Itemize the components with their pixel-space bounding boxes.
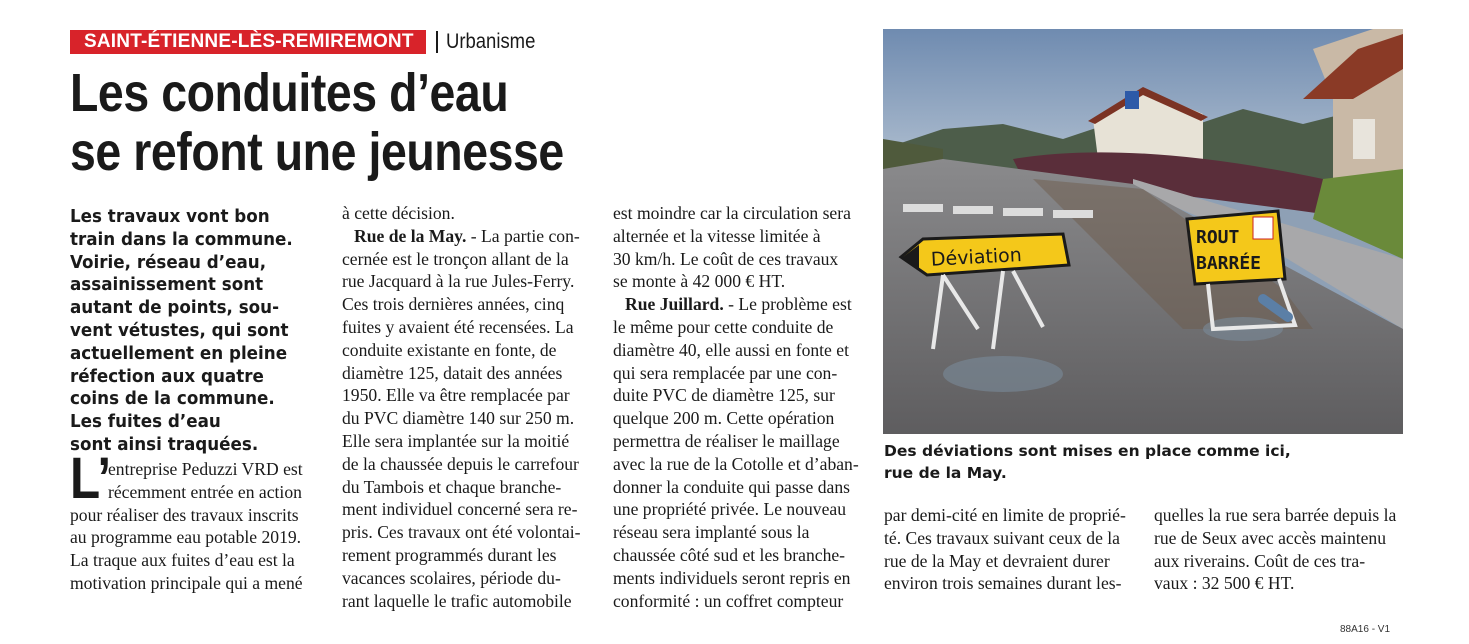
text-line: rue Jacquard à la rue Jules-Ferry.	[342, 271, 575, 292]
column-1-body	[70, 446, 325, 595]
column-3-body	[613, 202, 865, 612]
headline	[70, 64, 758, 182]
kicker-separator	[436, 31, 438, 53]
drop-cap: L’	[70, 446, 112, 511]
text-line: le même pour cette conduite de	[613, 316, 834, 337]
text-line: rue de la May et devraient durer	[884, 550, 1110, 571]
subhead-line	[613, 293, 865, 316]
text-line: entreprise Peduzzi VRD est	[108, 459, 303, 479]
text-line: rue de Seux avec accès maintenu	[1154, 527, 1387, 548]
column-5-body	[1154, 504, 1406, 595]
location-tag: SAINT-ÉTIENNE-LÈS-REMIREMONT	[70, 30, 426, 54]
text-line: vacances scolaires, période du-	[342, 567, 561, 588]
text-line: rement programmés durant les	[342, 544, 557, 565]
text-line: quelque 200 m. Cette opération	[613, 408, 835, 429]
lead-line: sont ainsi traquées.	[70, 433, 259, 455]
text-line: environ trois semaines durant les-	[884, 573, 1122, 594]
puddle	[943, 356, 1063, 392]
text-line: fuites y avaient été recensées. La	[342, 316, 574, 337]
headline-line-1: Les conduites d’eau	[70, 63, 509, 123]
lead-line: assainissement sont	[70, 274, 264, 296]
text-line: aux riverains. Coût de ces tra-	[1154, 550, 1366, 571]
text-line: par demi-cité en limite de proprié-	[884, 505, 1126, 525]
text-line: La traque aux fuites d’eau est la	[70, 550, 295, 571]
road-works-photo	[883, 29, 1403, 434]
text-line: qui sera remplacée par une con-	[613, 362, 838, 383]
text-line: récemment entrée en action	[108, 481, 302, 502]
text-line: de la chaussée depuis le carrefour	[342, 453, 579, 474]
text-line: chaussée côté sud et les branche-	[613, 544, 846, 565]
lead-line: Les travaux vont bon	[70, 206, 270, 227]
text-line: motivation principale qui a mené	[70, 572, 303, 593]
text-line: 30 km/h. Le coût de ces travaux	[613, 248, 839, 269]
lead-line: actuellement en pleine	[70, 342, 288, 364]
lead-line: réfection aux quatre	[70, 365, 264, 387]
lead-paragraph	[70, 206, 330, 457]
subhead-rue-de-la-may: Rue de la May.	[354, 225, 467, 246]
text-line: duite PVC de diamètre 125, sur	[613, 385, 835, 406]
subhead-line	[342, 225, 594, 248]
caption-line-1: Des déviations sont mises en place comme ici,	[884, 442, 1291, 460]
subhead-rest: - Le problème est	[723, 294, 852, 315]
text-line: au programme eau potable 2019.	[70, 527, 302, 548]
article-photo	[883, 29, 1403, 434]
text-line: conformité : un coffret compteur	[613, 590, 844, 611]
text-line: cernée est le tronçon allant de la	[342, 248, 569, 269]
road-sign	[1125, 91, 1139, 109]
lead-line: coins de la commune.	[70, 388, 275, 410]
text-line: avec la rue de la Cotolle et d’aban-	[613, 453, 859, 474]
svg-text:Déviation: Déviation	[930, 243, 1023, 271]
text-line: pris. Ces travaux ont été volontai-	[342, 522, 581, 543]
text-line: réseau sera implanté sous la	[613, 522, 810, 543]
text-line: ment individuel concerné sera re-	[342, 499, 578, 520]
headline-line-2: se refont une jeunesse	[70, 122, 564, 182]
lead-line: train dans la commune.	[70, 228, 293, 250]
text-line: té. Ces travaux suivant ceux de la	[884, 527, 1120, 548]
photo-caption	[884, 440, 1404, 484]
text-line: rant laquelle le trafic automobile	[342, 590, 572, 611]
page-reference: 88A16 - V1	[1340, 624, 1391, 635]
column-2-body	[342, 202, 594, 612]
text-line: Elle sera implantée sur la moitié	[342, 430, 570, 451]
lead-line: autant de points, sou-	[70, 297, 280, 319]
text-line: alternée et la vitesse limitée à	[613, 225, 821, 246]
text-line: diamètre 40, elle aussi en fonte et	[613, 339, 849, 360]
text-line: vaux : 32 500 € HT.	[1154, 573, 1295, 594]
lead-line: Les fuites d’eau	[70, 411, 221, 433]
text-line: du PVC diamètre 140 sur 250 m.	[342, 408, 575, 429]
lead-line: Voirie, réseau d’eau,	[70, 251, 267, 273]
text-line: conduite existante en fonte, de	[342, 339, 557, 360]
text-line: Ces trois dernières années, cinq	[342, 294, 565, 315]
kicker	[70, 30, 547, 54]
text-line: 1950. Elle va être remplacée par	[342, 385, 570, 406]
lead-line: vent vétustes, qui sont	[70, 319, 289, 341]
text-line: permettra de réaliser le maillage	[613, 430, 840, 451]
text-line: du Tambois et chaque branche-	[342, 476, 562, 497]
text-line: est moindre car la circulation sera	[613, 203, 851, 223]
subhead-rue-juillard: Rue Juillard.	[625, 294, 724, 315]
text-line: se monte à 42 000 € HT.	[613, 271, 786, 292]
text-line: ments individuels seront repris en	[613, 567, 851, 588]
rubric-label: Urbanisme	[445, 30, 536, 53]
text-line: une propriété privée. Le nouveau	[613, 499, 847, 520]
svg-text:BARRÉE: BARRÉE	[1196, 253, 1262, 274]
caption-line-2: rue de la May.	[884, 464, 1007, 482]
text-line: quelles la rue sera barrée depuis la	[1154, 505, 1397, 525]
subhead-rest: - La partie con-	[466, 225, 580, 246]
svg-text:ROUT: ROUT	[1196, 227, 1240, 248]
text-line: diamètre 125, datait des années	[342, 362, 563, 383]
column-4-body	[884, 504, 1134, 595]
text-line: donner la conduite qui passe dans	[613, 476, 850, 497]
text-line: à cette décision.	[342, 203, 455, 223]
text-line: pour réaliser des travaux inscrits	[70, 504, 299, 525]
window	[1353, 119, 1375, 159]
